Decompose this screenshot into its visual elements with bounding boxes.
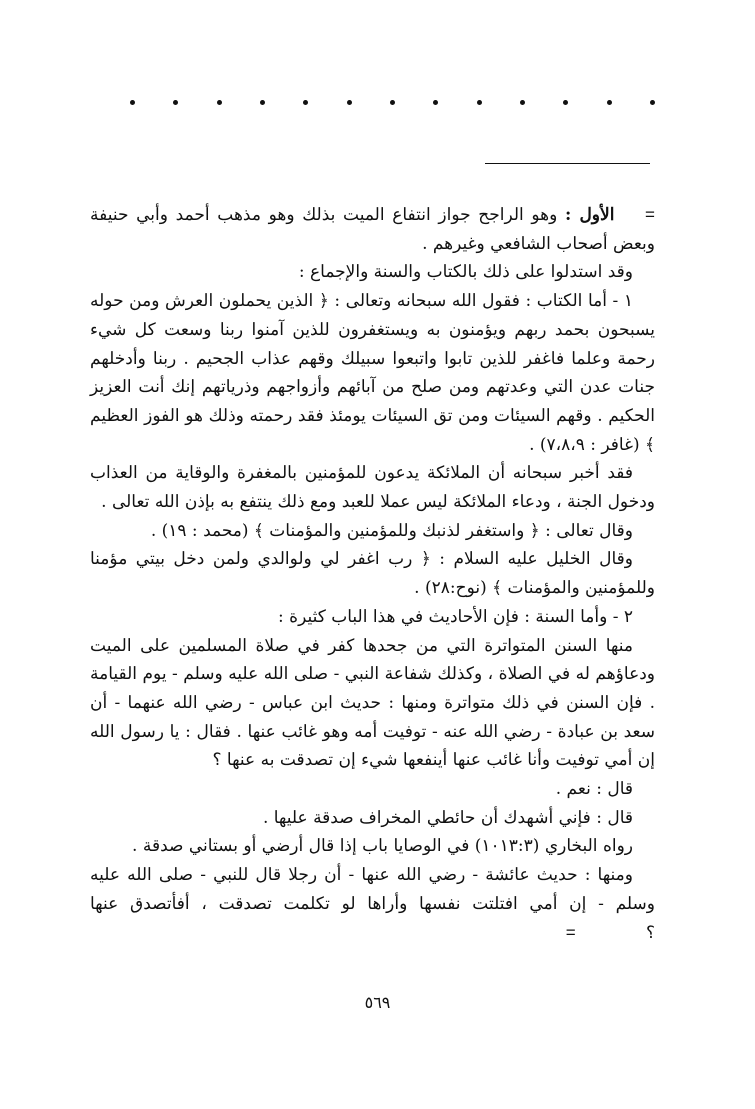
- paragraph-verse-muhammad: وقال تعالى : ﴿ واستغفر لذنبك وللمؤمنين والمؤمنات ﴾ (محمد : ١٩) .: [150, 520, 633, 541]
- first-opinion-heading: الأول :: [565, 205, 615, 225]
- paragraph-mutawatir-sunnah: منها السنن المتواترة التي من جحدها كفر في صلاة المسلمين على الميت ودعاؤهم له في الصلاة ، وكذلك شفاعة النبي - صلى الله عليه وسلم - يوم القيامة . فإن السنن في ذلك متواترة ومنها : حديث ابن عباس - رضي الله عنهما - أن سعد بن عبادة - رضي الله عنه - توفيت أمه وهو غائب عنها . فقال : يا رسول الله إن أمي توفيت وأنا غائب عنها أينفعها شيء إن تصدقت به عنها ؟: [90, 635, 655, 771]
- paragraph-verse-nuh: وقال الخليل عليه السلام : ﴿ رب اغفر لي ولوالدي ولمن دخل بيتي مؤمنا وللمؤمنين والمؤمنات ﴾ (نوح:٢٨) .: [90, 549, 655, 599]
- separator-dot: [347, 100, 352, 105]
- separator-dot: [217, 100, 222, 105]
- dotted-separator: [130, 100, 655, 120]
- paragraph-reply-yes: قال : نعم .: [555, 779, 633, 800]
- paragraph-garden-charity: قال : فإني أشهدك أن حائطي المخراف صدقة عليها .: [262, 807, 633, 828]
- separator-dot: [433, 100, 438, 105]
- separator-dot: [520, 100, 525, 105]
- separator-dot: [390, 100, 395, 105]
- paragraph-bukhari-reference: رواه البخاري (١٠١٣:٣) في الوصايا باب إذا قال أرضي أو بستاني صدقة .: [132, 836, 633, 857]
- separator-dot: [563, 100, 568, 105]
- separator-dot: [607, 100, 612, 105]
- paragraph-first-opinion: [90, 201, 655, 258]
- page-number: ٥٦٩: [364, 993, 391, 1012]
- footnote-rule: [485, 163, 650, 164]
- paragraph-quran-evidence: ١ - أما الكتاب : فقول الله سبحانه وتعالى : ﴿ الذين يحملون العرش ومن حوله يسبحون بحمد ربهم ويؤمنون به ويستغفرون للذين آمنوا ربنا وسعت كل شيء رحمة وعلما فاغفر للذين تابوا واتبعوا سبيلك وقهم عذاب الجحيم . ربنا وأدخلهم جنات عدن التي وعدتهم ومن صلح من آبائهم وأزواجهم وذرياتهم إنك أنت العزيز الحكيم . وقهم السيئات ومن تق السيئات يومئذ فقد رحمته وذلك هو الفوز العظيم ﴾ (غافر : ٧،٨،٩) .: [90, 291, 655, 455]
- paragraph-angels-prayer: فقد أخبر سبحانه أن الملائكة يدعون للمؤمنين بالمغفرة والوقاية من العذاب ودخول الجنة ، ودعاء الملائكة ليس عملا للعبد ومع ذلك ينتفع به بإذن الله تعالى .: [90, 463, 655, 513]
- separator-dot: [130, 100, 135, 105]
- continuation-mark-end: =: [565, 922, 576, 942]
- continuation-mark: =: [645, 205, 655, 224]
- paragraph-evidence-intro: وقد استدلوا على ذلك بالكتاب والسنة والإجماع :: [298, 262, 633, 283]
- page-body: [90, 201, 655, 947]
- separator-dot: [173, 100, 178, 105]
- first-opinion-text: وهو الراجح جواز انتفاع الميت بذلك وهو مذهب أحمد وأبي حنيفة وبعض أصحاب الشافعي وغيرهم .: [90, 205, 655, 254]
- separator-dot: [303, 100, 308, 105]
- aisha-hadith-text: ومنها : حديث عائشة - رضي الله عنها - أن رجلا قال للنبي - صلى الله عليه وسلم - إن أمي افتلتت نفسها وأراها لو تكلمت تصدقت ، أفأتصدق عنها ؟: [90, 865, 655, 943]
- separator-dot: [260, 100, 265, 105]
- paragraph-sunnah-heading: ٢ - وأما السنة : فإن الأحاديث في هذا الباب كثيرة :: [278, 606, 633, 627]
- separator-dot: [477, 100, 482, 105]
- paragraph-aisha-hadith: [90, 861, 655, 947]
- separator-dot: [650, 100, 655, 105]
